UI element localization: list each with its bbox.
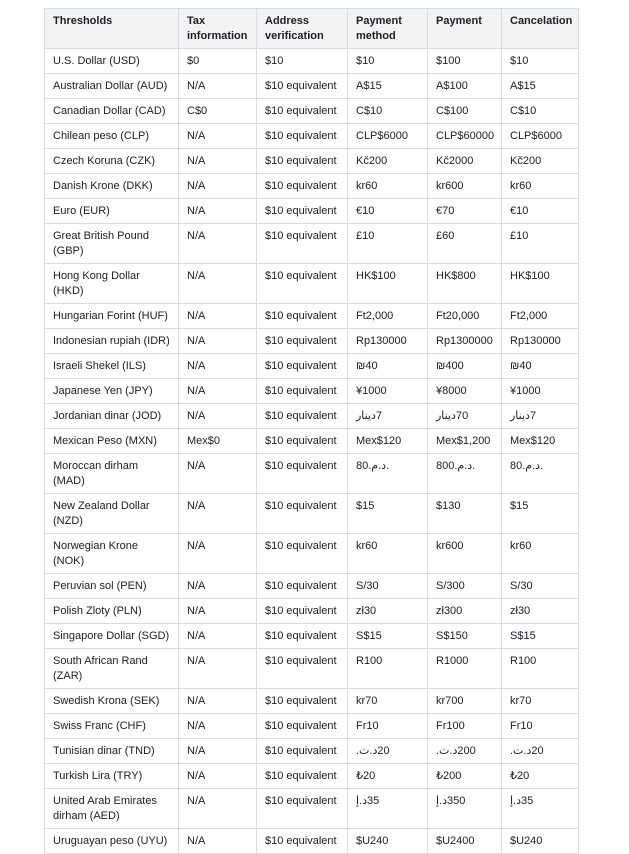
cell-payment: kr600: [428, 174, 502, 199]
table-row: [45, 689, 579, 714]
cell-address-verification: $10 equivalent: [257, 264, 348, 304]
cell-payment-method: CLP$6000: [348, 124, 428, 149]
cell-payment: zł300: [428, 599, 502, 624]
table-row: [45, 99, 579, 124]
cell-payment: 200د.ت.: [428, 739, 502, 764]
table-row: [45, 789, 579, 829]
cell-address-verification: $10 equivalent: [257, 534, 348, 574]
cell-payment-method: ₪40: [348, 354, 428, 379]
cell-cancelation: 20د.ت.: [502, 739, 579, 764]
cell-tax-information: $0: [179, 49, 257, 74]
cell-address-verification: $10 equivalent: [257, 149, 348, 174]
cell-address-verification: $10 equivalent: [257, 404, 348, 429]
cell-payment-method: $U240: [348, 829, 428, 854]
cell-payment: HK$800: [428, 264, 502, 304]
cell-cancelation: ₺20: [502, 764, 579, 789]
cell-address-verification: $10 equivalent: [257, 764, 348, 789]
cell-payment-method: 35د.إ: [348, 789, 428, 829]
cell-address-verification: $10 equivalent: [257, 714, 348, 739]
cell-payment-method: €10: [348, 199, 428, 224]
cell-currency: Tunisian dinar (TND): [45, 739, 179, 764]
cell-payment-method: S$15: [348, 624, 428, 649]
cell-payment-method: kr60: [348, 174, 428, 199]
cell-tax-information: N/A: [179, 689, 257, 714]
cell-payment: Ft20,000: [428, 304, 502, 329]
cell-address-verification: $10 equivalent: [257, 174, 348, 199]
cell-address-verification: $10 equivalent: [257, 379, 348, 404]
cell-address-verification: $10 equivalent: [257, 789, 348, 829]
cell-cancelation: Fr10: [502, 714, 579, 739]
cell-address-verification: $10 equivalent: [257, 649, 348, 689]
cell-tax-information: N/A: [179, 264, 257, 304]
cell-payment: £60: [428, 224, 502, 264]
table-row: [45, 149, 579, 174]
cell-payment: Mex$1,200: [428, 429, 502, 454]
table-row: [45, 649, 579, 689]
cell-payment-method: S/30: [348, 574, 428, 599]
cell-address-verification: $10 equivalent: [257, 124, 348, 149]
cell-tax-information: N/A: [179, 574, 257, 599]
cell-address-verification: $10 equivalent: [257, 599, 348, 624]
cell-currency: New Zealand Dollar (NZD): [45, 494, 179, 534]
cell-payment-method: zł30: [348, 599, 428, 624]
cell-cancelation: kr70: [502, 689, 579, 714]
cell-payment-method: $15: [348, 494, 428, 534]
cell-payment: ¥8000: [428, 379, 502, 404]
cell-tax-information: N/A: [179, 74, 257, 99]
cell-cancelation: $10: [502, 49, 579, 74]
cell-cancelation: kr60: [502, 534, 579, 574]
cell-cancelation: CLP$6000: [502, 124, 579, 149]
cell-address-verification: $10 equivalent: [257, 689, 348, 714]
cell-tax-information: N/A: [179, 599, 257, 624]
table-row: [45, 454, 579, 494]
cell-payment-method: HK$100: [348, 264, 428, 304]
cell-payment-method: R100: [348, 649, 428, 689]
cell-currency: Mexican Peso (MXN): [45, 429, 179, 454]
table-row: [45, 624, 579, 649]
cell-cancelation: A$15: [502, 74, 579, 99]
cell-cancelation: zł30: [502, 599, 579, 624]
cell-cancelation: kr60: [502, 174, 579, 199]
cell-address-verification: $10 equivalent: [257, 74, 348, 99]
cell-tax-information: N/A: [179, 534, 257, 574]
cell-payment-method: kr70: [348, 689, 428, 714]
cell-cancelation: ¥1000: [502, 379, 579, 404]
cell-payment: S/300: [428, 574, 502, 599]
cell-tax-information: N/A: [179, 764, 257, 789]
cell-payment-method: Mex$120: [348, 429, 428, 454]
cell-cancelation: HK$100: [502, 264, 579, 304]
cell-currency: Moroccan dirham (MAD): [45, 454, 179, 494]
cell-payment-method: $10: [348, 49, 428, 74]
table-row: [45, 379, 579, 404]
header-payment-method: Payment method: [348, 9, 428, 49]
cell-payment: S$150: [428, 624, 502, 649]
cell-payment-method: 7دينار: [348, 404, 428, 429]
cell-currency: Chilean peso (CLP): [45, 124, 179, 149]
cell-currency: Hong Kong Dollar (HKD): [45, 264, 179, 304]
cell-tax-information: N/A: [179, 714, 257, 739]
cell-cancelation: ₪40: [502, 354, 579, 379]
cell-payment-method: Rp130000: [348, 329, 428, 354]
cell-tax-information: N/A: [179, 789, 257, 829]
cell-payment: Fr100: [428, 714, 502, 739]
cell-currency: Turkish Lira (TRY): [45, 764, 179, 789]
cell-currency: Swiss Franc (CHF): [45, 714, 179, 739]
cell-address-verification: $10: [257, 49, 348, 74]
cell-address-verification: $10 equivalent: [257, 739, 348, 764]
table-row: [45, 224, 579, 264]
cell-address-verification: $10 equivalent: [257, 454, 348, 494]
cell-payment: Kč2000: [428, 149, 502, 174]
cell-payment-method: kr60: [348, 534, 428, 574]
cell-payment: C$100: [428, 99, 502, 124]
header-cancelation: Cancelation: [502, 9, 579, 49]
cell-payment: $100: [428, 49, 502, 74]
cell-cancelation: 7دينار: [502, 404, 579, 429]
cell-tax-information: N/A: [179, 354, 257, 379]
cell-tax-information: N/A: [179, 174, 257, 199]
cell-payment: €70: [428, 199, 502, 224]
cell-payment-method: £10: [348, 224, 428, 264]
table-row: [45, 574, 579, 599]
table-row: [45, 404, 579, 429]
cell-address-verification: $10 equivalent: [257, 624, 348, 649]
cell-cancelation: $15: [502, 494, 579, 534]
cell-payment: 350د.إ: [428, 789, 502, 829]
cell-address-verification: $10 equivalent: [257, 429, 348, 454]
cell-currency: Great British Pound (GBP): [45, 224, 179, 264]
cell-cancelation: S/30: [502, 574, 579, 599]
cell-currency: Jordanian dinar (JOD): [45, 404, 179, 429]
cell-cancelation: Mex$120: [502, 429, 579, 454]
table-row: [45, 534, 579, 574]
cell-payment-method: .د.م.80: [348, 454, 428, 494]
cell-address-verification: $10 equivalent: [257, 199, 348, 224]
cell-tax-information: N/A: [179, 149, 257, 174]
cell-tax-information: N/A: [179, 649, 257, 689]
cell-currency: U.S. Dollar (USD): [45, 49, 179, 74]
cell-cancelation: S$15: [502, 624, 579, 649]
cell-tax-information: N/A: [179, 124, 257, 149]
cell-tax-information: N/A: [179, 454, 257, 494]
cell-currency: Norwegian Krone (NOK): [45, 534, 179, 574]
cell-payment-method: Fr10: [348, 714, 428, 739]
cell-cancelation: Kč200: [502, 149, 579, 174]
cell-tax-information: N/A: [179, 199, 257, 224]
cell-currency: Israeli Shekel (ILS): [45, 354, 179, 379]
cell-tax-information: N/A: [179, 494, 257, 534]
cell-cancelation: R100: [502, 649, 579, 689]
cell-tax-information: Mex$0: [179, 429, 257, 454]
cell-address-verification: $10 equivalent: [257, 494, 348, 534]
cell-tax-information: N/A: [179, 624, 257, 649]
table-header-row: [45, 9, 579, 49]
cell-payment-method: 20د.ت.: [348, 739, 428, 764]
table-row: [45, 764, 579, 789]
table-row: [45, 124, 579, 149]
cell-payment: .د.م.800: [428, 454, 502, 494]
cell-payment: kr700: [428, 689, 502, 714]
cell-payment-method: A$15: [348, 74, 428, 99]
table-row: [45, 329, 579, 354]
cell-address-verification: $10 equivalent: [257, 329, 348, 354]
cell-currency: Danish Krone (DKK): [45, 174, 179, 199]
header-thresholds: Thresholds: [45, 9, 179, 49]
cell-tax-information: N/A: [179, 304, 257, 329]
cell-cancelation: 35د.إ: [502, 789, 579, 829]
cell-payment-method: ₺20: [348, 764, 428, 789]
table-row: [45, 739, 579, 764]
table-row: [45, 74, 579, 99]
cell-cancelation: .د.م.80: [502, 454, 579, 494]
cell-currency: Japanese Yen (JPY): [45, 379, 179, 404]
cell-currency: Peruvian sol (PEN): [45, 574, 179, 599]
cell-currency: Uruguayan peso (UYU): [45, 829, 179, 854]
thresholds-table: [44, 8, 579, 854]
cell-cancelation: Rp130000: [502, 329, 579, 354]
cell-address-verification: $10 equivalent: [257, 829, 348, 854]
header-address-verification: Address verification: [257, 9, 348, 49]
cell-currency: Czech Koruna (CZK): [45, 149, 179, 174]
cell-currency: Singapore Dollar (SGD): [45, 624, 179, 649]
cell-currency: United Arab Emirates dirham (AED): [45, 789, 179, 829]
cell-currency: Australian Dollar (AUD): [45, 74, 179, 99]
cell-currency: Polish Zloty (PLN): [45, 599, 179, 624]
cell-payment: 70دينار: [428, 404, 502, 429]
cell-address-verification: $10 equivalent: [257, 224, 348, 264]
table-row: [45, 599, 579, 624]
cell-payment-method: Ft2,000: [348, 304, 428, 329]
cell-cancelation: Ft2,000: [502, 304, 579, 329]
cell-payment: kr600: [428, 534, 502, 574]
cell-tax-information: N/A: [179, 224, 257, 264]
cell-currency: Indonesian rupiah (IDR): [45, 329, 179, 354]
cell-address-verification: $10 equivalent: [257, 574, 348, 599]
cell-cancelation: C$10: [502, 99, 579, 124]
cell-payment: Rp1300000: [428, 329, 502, 354]
table-row: [45, 494, 579, 534]
header-tax-information: Tax information: [179, 9, 257, 49]
cell-tax-information: N/A: [179, 329, 257, 354]
table-row: [45, 829, 579, 854]
cell-payment: $130: [428, 494, 502, 534]
cell-tax-information: N/A: [179, 379, 257, 404]
cell-currency: South African Rand (ZAR): [45, 649, 179, 689]
cell-currency: Swedish Krona (SEK): [45, 689, 179, 714]
table-row: [45, 174, 579, 199]
cell-payment: A$100: [428, 74, 502, 99]
table-row: [45, 354, 579, 379]
table-row: [45, 49, 579, 74]
cell-tax-information: C$0: [179, 99, 257, 124]
cell-payment: ₺200: [428, 764, 502, 789]
cell-address-verification: $10 equivalent: [257, 354, 348, 379]
cell-address-verification: $10 equivalent: [257, 99, 348, 124]
cell-cancelation: £10: [502, 224, 579, 264]
table-row: [45, 429, 579, 454]
cell-cancelation: $U240: [502, 829, 579, 854]
table-row: [45, 264, 579, 304]
table-row: [45, 199, 579, 224]
cell-currency: Hungarian Forint (HUF): [45, 304, 179, 329]
cell-payment: R1000: [428, 649, 502, 689]
cell-tax-information: N/A: [179, 739, 257, 764]
cell-currency: Euro (EUR): [45, 199, 179, 224]
header-payment: Payment: [428, 9, 502, 49]
cell-payment-method: Kč200: [348, 149, 428, 174]
cell-tax-information: N/A: [179, 829, 257, 854]
cell-payment: ₪400: [428, 354, 502, 379]
cell-address-verification: $10 equivalent: [257, 304, 348, 329]
cell-tax-information: N/A: [179, 404, 257, 429]
cell-payment-method: ¥1000: [348, 379, 428, 404]
table-row: [45, 714, 579, 739]
cell-payment: CLP$60000: [428, 124, 502, 149]
cell-payment-method: C$10: [348, 99, 428, 124]
table-body: [45, 49, 579, 854]
cell-payment: $U2400: [428, 829, 502, 854]
cell-cancelation: €10: [502, 199, 579, 224]
table-row: [45, 304, 579, 329]
cell-currency: Canadian Dollar (CAD): [45, 99, 179, 124]
